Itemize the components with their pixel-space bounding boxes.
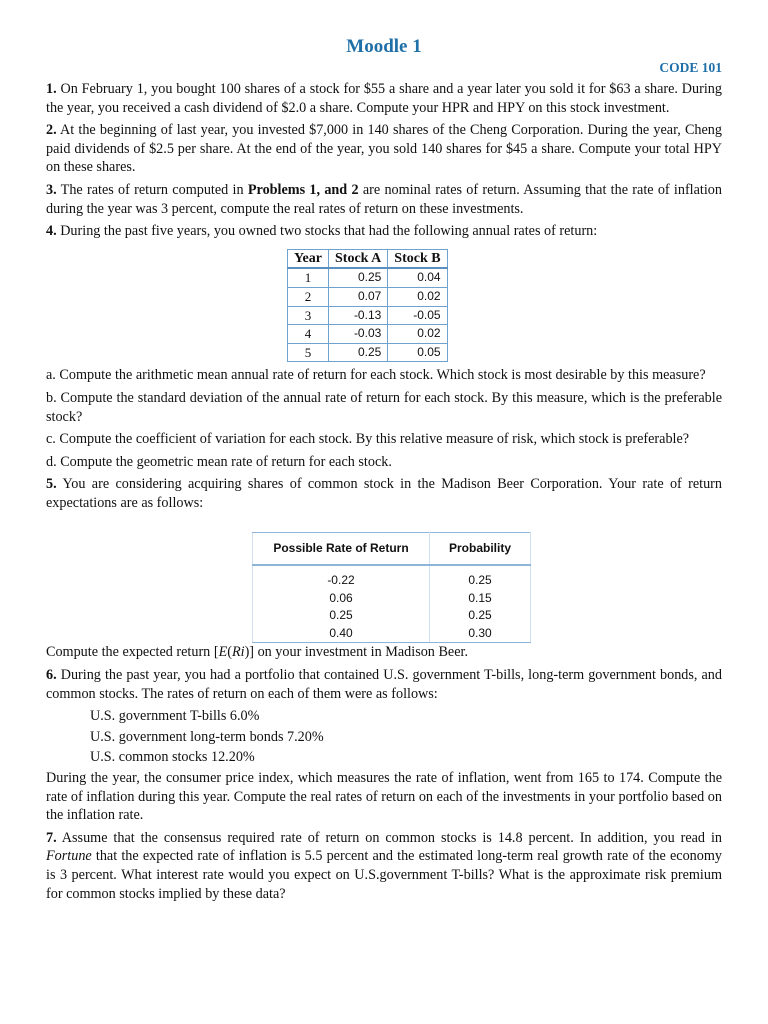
cell-year: 4 xyxy=(288,325,329,344)
list-item: U.S. government long-term bonds 7.20% xyxy=(90,728,324,745)
cell-rate: 0.06 xyxy=(253,590,430,608)
table-row xyxy=(288,343,448,362)
list-item: U.S. government T-bills 6.0% xyxy=(90,708,260,725)
question-number: 7. xyxy=(46,829,57,846)
publication-name: Fortune xyxy=(46,848,92,865)
question-number: 2. xyxy=(46,122,57,139)
question-4a: a. Compute the arithmetic mean annual rate of return for each stock. Which stock is most desirable by this measure? xyxy=(46,367,706,384)
header-year: Year xyxy=(288,249,329,268)
problem-reference: Problems 1, and 2 xyxy=(247,181,359,198)
cell-stock-a: 0.25 xyxy=(329,268,388,287)
cell-stock-a: -0.13 xyxy=(329,306,388,325)
question-6-followup: During the year, the consumer price index, which measures the rate of inflation, went from 165 to 174. Compute the rate of inflation during this year. Compute the real rates of return on each of the investments in your portfolio based on the inflation rate. xyxy=(46,770,722,824)
cell-probability: 0.15 xyxy=(430,590,531,608)
question-list xyxy=(46,80,722,907)
formula-ri: Ri xyxy=(231,644,245,661)
cell-rate: -0.22 xyxy=(253,565,430,590)
question-text: During the past five years, you owned two stocks that had the following annual rates of return: xyxy=(56,223,598,240)
question-7 xyxy=(46,829,722,903)
header-probability: Probability xyxy=(430,533,531,565)
stock-returns-table xyxy=(287,249,448,363)
table-row xyxy=(288,306,448,325)
table-row xyxy=(253,590,531,608)
table-row xyxy=(253,607,531,625)
header-rate-of-return: Possible Rate of Return xyxy=(253,533,430,565)
question-number: 4. xyxy=(46,223,57,240)
question-3 xyxy=(46,181,722,218)
question-6 xyxy=(46,666,722,703)
table-header-row xyxy=(253,533,531,565)
header-stock-a: Stock A xyxy=(329,249,388,268)
question-number: 1. xyxy=(46,81,57,97)
question-2 xyxy=(46,121,722,177)
question-text: On February 1, you bought 100 shares of a stock for $55 a share and a year later you sold it for $63 a share. During the year, you received a cash dividend of $2.0 a share. Compute your HPR and HPY on this stock investment. xyxy=(46,81,722,116)
question-5 xyxy=(46,475,722,512)
cell-stock-a: 0.25 xyxy=(329,343,388,362)
cell-probability: 0.25 xyxy=(430,607,531,625)
header-stock-b: Stock B xyxy=(388,249,447,268)
formula-paren: ( xyxy=(227,644,232,661)
question-number: 6. xyxy=(46,667,57,684)
cell-rate: 0.25 xyxy=(253,607,430,625)
cell-stock-b: 0.04 xyxy=(388,268,447,287)
table-row xyxy=(288,325,448,344)
probability-table xyxy=(252,532,531,643)
question-4b: b. Compute the standard deviation of the annual rate of return for each stock. By this measure, which is the preferable stock? xyxy=(46,389,722,425)
table-row xyxy=(288,287,448,306)
cell-stock-b: 0.02 xyxy=(388,287,447,306)
question-text: The rates of return computed in xyxy=(56,181,248,198)
page-title: Moodle 1 xyxy=(346,36,422,57)
cell-year: 5 xyxy=(288,343,329,362)
table-header-row xyxy=(288,249,448,268)
formula-e: E xyxy=(218,644,228,661)
course-code: CODE 101 xyxy=(659,60,722,75)
probability-table-wrap xyxy=(252,532,722,643)
cell-year: 1 xyxy=(288,268,329,287)
question-4c: c. Compute the coefficient of variation for each stock. By this relative measure of risk, which stock is preferable? xyxy=(46,431,690,448)
question-text-cont: that the expected rate of inflation is 5.5 percent and the estimated long-term real growth rate of the economy is 3 percent. What interest rate would you expect on U.S.government T-bills? What is the approximate risk premium for common stocks implied by these data? xyxy=(46,848,722,902)
cell-stock-b: 0.05 xyxy=(388,343,447,362)
table-row xyxy=(253,565,531,590)
list-item: U.S. common stocks 12.20% xyxy=(90,749,255,766)
instruction-text: Compute the expected return [ xyxy=(46,644,219,661)
question-text: At the beginning of last year, you invested $7,000 in 140 shares of the Cheng Corporation. During the year, Cheng paid dividends of $2.5 per share. At the end of the year, you sold 140 shares for $45 a share. Compute your total HPY on these shares. xyxy=(46,122,722,176)
question-4d: d. Compute the geometric mean rate of return for each stock. xyxy=(46,453,392,470)
question-4 xyxy=(46,222,722,241)
question-text: You are considering acquiring shares of common stock in the Madison Beer Corporation. Your rate of return expectations are as follows: xyxy=(46,476,722,511)
cell-stock-b: 0.02 xyxy=(388,325,447,344)
cell-stock-b: -0.05 xyxy=(388,306,447,325)
question-text: Assume that the consensus required rate of return on common stocks is 14.8 percent. In addition, you read in xyxy=(56,829,722,846)
cell-stock-a: -0.03 xyxy=(329,325,388,344)
question-5-instruction xyxy=(46,643,722,662)
table-row xyxy=(288,268,448,287)
cell-year: 2 xyxy=(288,287,329,306)
question-text-cont: are nominal rates of return. Assuming that the rate of inflation during the year was 3 percent, compute the real rates of return on these investments. xyxy=(46,181,722,217)
cell-probability: 0.30 xyxy=(430,625,531,643)
cell-probability: 0.25 xyxy=(430,565,531,590)
cell-stock-a: 0.07 xyxy=(329,287,388,306)
question-text: During the past year, you had a portfolio that contained U.S. government T-bills, long-term government bonds, and common stocks. The rates of return on each of them were as follows: xyxy=(46,667,722,702)
table-row xyxy=(253,625,531,643)
question-number: 3. xyxy=(46,181,57,198)
instruction-text-cont: )] on your investment in Madison Beer. xyxy=(244,644,468,661)
cell-year: 3 xyxy=(288,306,329,325)
question-1 xyxy=(46,80,722,117)
cell-rate: 0.40 xyxy=(253,625,430,643)
question-number: 5. xyxy=(46,476,57,493)
